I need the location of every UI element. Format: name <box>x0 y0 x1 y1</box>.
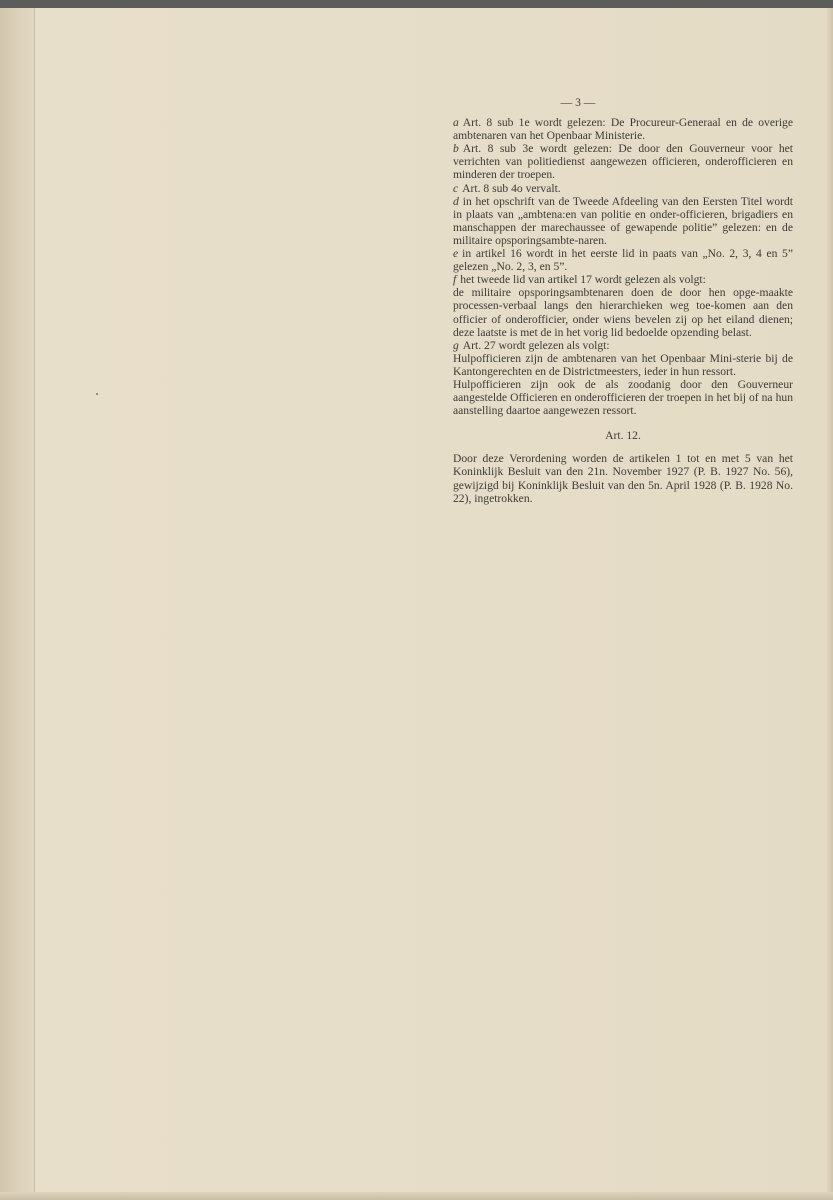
amendment-text: in artikel 16 wordt in het eerste lid in paats van „No. 2, 3, 4 en 5” gelezen „No. 2, 3, en 5”. <box>453 247 793 274</box>
page-right-edge <box>827 8 833 1200</box>
amendment-label: e <box>453 247 459 261</box>
article-text: Door deze Verordening worden de artikelen 1 tot en met 5 van het Koninklijk Besluit van den 21n. November 1927 (P. B. 1927 No. 56), gewijzigd bij Koninklijk Besluit van den 5n. April 1928 (P. B. 1928 No. 22), ingetrokken. <box>453 452 793 505</box>
amendment-text: Art. 8 sub 4o vervalt. <box>462 181 561 195</box>
article-heading: Art. 12. <box>605 429 641 443</box>
amendment-b <box>453 142 793 181</box>
amendment-a <box>453 116 793 142</box>
text-column <box>453 96 793 505</box>
amendment-f-quoted-text: de militaire opsporingsambtenaren doen de door hen opge-maakte processen-verbaal langs den hierarchieken weg toe-komen aan den officier of onderofficier, onder wiens bevelen zij op het eiland dienen; deze laatste is met de in het vorig lid bedoelde opzending belast. <box>453 286 793 339</box>
amendment-d <box>453 195 793 247</box>
amendment-text: Art. 8 sub 1e wordt gelezen: De Procureur-Generaal en de overige ambtenaren van het Openbaar Ministerie. <box>453 116 793 143</box>
amendment-g-quoted-text-1: Hulpofficieren zijn de ambtenaren van het Openbaar Mini-sterie bij de Kantongerechten en de Districtmeesters, ieder in hun ressort. <box>453 351 793 378</box>
amendment-g <box>453 339 793 352</box>
amendment-text: in het opschrift van de Tweede Afdeeling van den Eersten Titel wordt in plaats van „ambtena:en van politie en onder-officieren, brigadiers en manschappen der marechaussee of gewapende politie” gelezen: en de militaire opsporingsambte-naren. <box>453 194 793 247</box>
amendment-text: Art. 27 wordt gelezen als volgt: <box>462 338 610 352</box>
amendment-label: g <box>453 338 459 352</box>
page-number: — 3 — <box>560 96 596 109</box>
amendment-g-quoted-text-2: Hulpofficieren zijn ook de als zoodanig door den Gouverneur aangestelde Officieren en onderofficieren der troepen in het bij of na hun aanstelling daartoe aangewezen ressort. <box>453 377 793 418</box>
speck-mark <box>96 393 98 395</box>
amendment-label: f <box>453 273 457 287</box>
amendment-text: het tweede lid van artikel 17 wordt gelezen als volgt: <box>460 273 706 287</box>
amendment-text: Art. 8 sub 3e wordt gelezen: De door den Gouverneur voor het verrichten van politiedienst aangewezen officieren, onderofficieren en minderen der troepen. <box>453 142 793 182</box>
amendment-label: a <box>453 116 459 130</box>
amendment-label: c <box>453 181 459 195</box>
amendment-e <box>453 247 793 273</box>
amendment-f <box>453 273 793 286</box>
amendment-c <box>453 182 793 195</box>
amendment-label: b <box>453 142 459 156</box>
amendment-label: d <box>453 194 459 208</box>
amendment-list <box>453 116 793 417</box>
page-bottom-edge <box>0 1192 833 1200</box>
scan-top-border <box>0 0 833 8</box>
binding-fold <box>0 8 35 1200</box>
